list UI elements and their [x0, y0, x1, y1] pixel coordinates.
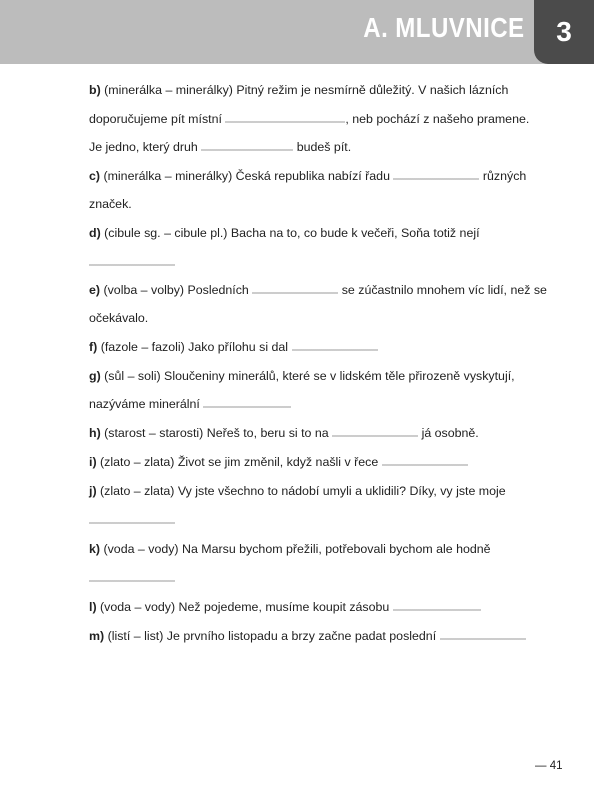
exercise-c-line-1	[89, 168, 526, 184]
exercise-g-line-2	[89, 396, 291, 412]
exercise-b-blank-2[interactable]	[201, 149, 293, 151]
exercise-e-text-2: očekávalo.	[89, 311, 149, 325]
exercise-k-line-1	[89, 541, 491, 557]
exercise-g-text-2: nazýváme minerální	[89, 397, 200, 411]
exercise-d-blank[interactable]	[89, 264, 175, 266]
exercise-m-label: m)	[89, 629, 105, 643]
exercise-c-label: c)	[89, 169, 101, 183]
exercise-g-text-1: (sůl – soli) Sloučeniny minerálů, které se v lidském těle přirozeně vyskytují,	[104, 369, 515, 383]
exercise-b-line-1	[89, 82, 508, 98]
exercise-h-text-1b: já osobně.	[421, 426, 479, 440]
exercise-d-label: d)	[89, 226, 101, 240]
exercise-f-line-1	[89, 339, 378, 355]
exercise-e-text-1a: (volba – volby) Posledních	[103, 283, 249, 297]
exercise-c-line-2	[89, 196, 132, 212]
exercise-e-label: e)	[89, 283, 101, 297]
exercise-c-text-1a: (minerálka – minerálky) Česká republika nabízí řadu	[103, 169, 390, 183]
exercise-b-text-2b: , neb pochází z našeho pramene.	[345, 112, 530, 126]
exercise-l-text-1: (voda – vody) Než pojedeme, musíme koupit zásobu	[100, 600, 390, 614]
exercise-b-text-1: (minerálka – minerálky) Pitný režim je nesmírně důležitý. V našich lázních	[104, 83, 509, 97]
exercise-f-text-1: (fazole – fazoli) Jako přílohu si dal	[100, 340, 289, 354]
exercise-b-label: b)	[89, 83, 101, 97]
exercise-m-blank[interactable]	[440, 638, 526, 640]
exercise-j-line-1	[89, 483, 506, 499]
exercise-k-text-1: (voda – vody) Na Marsu bychom přežili, potřebovali bychom ale hodně	[103, 542, 491, 556]
exercise-e-text-1b: se zúčastnilo mnohem víc lidí, než se	[341, 283, 547, 297]
exercise-e-line-1	[89, 282, 547, 298]
exercise-b-line-2	[89, 111, 529, 127]
exercise-h-label: h)	[89, 426, 101, 440]
exercise-g-blank[interactable]	[203, 406, 291, 408]
exercise-e-line-2	[89, 310, 148, 326]
exercise-h-line-1	[89, 425, 479, 441]
exercise-j-blank[interactable]	[89, 522, 175, 524]
exercise-c-text-2: značek.	[89, 197, 132, 211]
exercise-g-line-1	[89, 368, 515, 384]
exercise-m-text-1: (listí – list) Je prvního listopadu a brzy začne padat poslední	[107, 629, 437, 643]
exercise-g-label: g)	[89, 369, 101, 383]
exercise-j-label: j)	[89, 484, 97, 498]
exercise-d-text-1: (cibule sg. – cibule pl.) Bacha na to, co bude k večeři, Soňa totiž nejí	[104, 226, 480, 240]
page-number: — 41	[535, 760, 563, 772]
exercise-k-blank[interactable]	[89, 580, 175, 582]
exercise-j-text-1: (zlato – zlata) Vy jste všechno to nádobí umyli a uklidili? Díky, vy jste moje	[100, 484, 506, 498]
exercise-h-text-1a: (starost – starosti) Neřeš to, beru si to na	[104, 426, 329, 440]
exercise-i-text-1: (zlato – zlata) Život se jim změnil, když našli v řece	[100, 455, 379, 469]
exercise-c-blank[interactable]	[393, 178, 479, 180]
chapter-number: 3	[534, 0, 594, 64]
exercise-h-blank[interactable]	[332, 435, 418, 437]
exercise-b-text-3b: budeš pít.	[296, 140, 352, 154]
exercise-l-blank[interactable]	[393, 609, 481, 611]
header-bar	[0, 0, 594, 64]
exercise-i-line-1	[89, 454, 468, 470]
exercise-b-line-3	[89, 139, 351, 155]
exercise-k-label: k)	[89, 542, 101, 556]
exercise-l-line-1	[89, 599, 481, 615]
exercise-b-blank-1[interactable]	[225, 121, 345, 123]
exercise-l-label: l)	[89, 600, 97, 614]
exercise-e-blank[interactable]	[252, 292, 338, 294]
exercise-d-line-1	[89, 225, 480, 241]
exercise-b-text-3a: Je jedno, který druh	[89, 140, 198, 154]
exercise-f-blank[interactable]	[292, 349, 378, 351]
exercise-m-line-1	[89, 628, 526, 644]
section-title: A. MLUVNICE	[362, 12, 524, 43]
exercise-c-text-1b: různých	[482, 169, 527, 183]
exercise-i-label: i)	[89, 455, 97, 469]
exercise-f-label: f)	[89, 340, 98, 354]
exercise-b-text-2a: doporučujeme pít místní	[89, 112, 222, 126]
exercise-i-blank[interactable]	[382, 464, 468, 466]
